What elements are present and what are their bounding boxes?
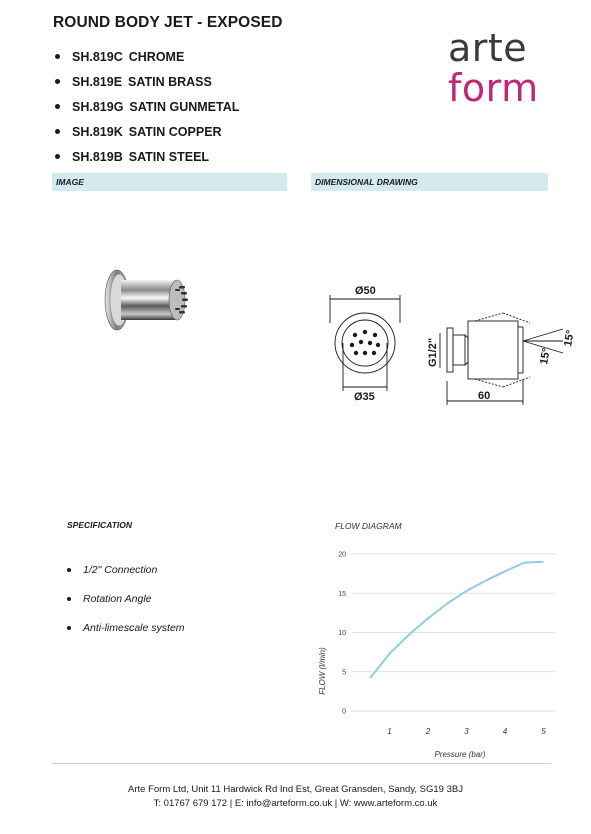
list-item: [67, 555, 185, 584]
bullet-icon: [55, 104, 60, 109]
spec-item: Rotation Angle: [83, 592, 152, 605]
x-axis-label: Pressure (bar): [434, 750, 486, 759]
bullet-icon: [55, 154, 60, 159]
bullet-icon: [55, 79, 60, 84]
diameter-inner-label: Ø35: [354, 391, 375, 403]
bullet-icon: [67, 568, 71, 572]
variant-finish: SATIN STEEL: [128, 149, 210, 164]
list-item: [53, 119, 239, 144]
list-item: [67, 613, 185, 642]
variant-finish: SATIN BRASS: [128, 74, 212, 89]
drawing-section-header: DIMENSIONAL DRAWING: [311, 173, 548, 191]
y-tick-label: 0: [342, 708, 346, 716]
flow-series-line: [370, 562, 543, 678]
y-tick-label: 20: [338, 551, 346, 559]
x-tick-label: 4: [502, 727, 508, 736]
y-tick-label: 15: [338, 590, 346, 598]
length-label: 60: [478, 390, 491, 402]
y-axis-label: FLOW (l/min): [318, 647, 327, 695]
bullet-icon: [55, 54, 60, 59]
x-tick-label: 2: [425, 727, 431, 736]
variant-code: SH.819K: [72, 124, 123, 139]
image-section-header: IMAGE: [52, 173, 287, 191]
list-item: [53, 94, 239, 119]
page-title: ROUND BODY JET - EXPOSED: [53, 14, 283, 31]
bullet-icon: [67, 626, 71, 630]
logo-line-2: form: [448, 66, 539, 110]
y-tick-label: 10: [338, 630, 346, 637]
flow-chart: [300, 540, 560, 765]
x-tick-label: 1: [387, 727, 392, 736]
variant-finish: SATIN GUNMETAL: [129, 99, 240, 114]
specification-list: [67, 555, 185, 642]
specification-heading: SPECIFICATION: [67, 520, 133, 530]
list-item: [53, 69, 239, 94]
footer-address: Arte Form Ltd, Unit 11 Hardwick Rd Ind Est, Great Gransden, Sandy, SG19 3BJ: [128, 784, 463, 795]
flow-heading: FLOW DIAGRAM: [335, 521, 402, 531]
variant-code: SH.819C: [72, 49, 123, 64]
variant-code: SH.819G: [72, 99, 124, 114]
variant-finish: SATIN COPPER: [128, 124, 222, 139]
variant-finish: CHROME: [128, 49, 185, 64]
spec-item: Anti-limescale system: [83, 621, 185, 634]
y-tick-label: 5: [342, 669, 346, 677]
footer-contact: T: 01767 679 172 | E: info@arteform.co.uk | W: www.arteform.co.uk: [153, 798, 438, 809]
angle-bottom-label: 15°: [538, 347, 553, 366]
x-tick-label: 3: [464, 727, 469, 736]
footer-divider: [52, 763, 551, 764]
spec-item: 1/2" Connection: [83, 563, 158, 576]
diameter-outer-label: Ø50: [355, 285, 376, 297]
thread-label: G1/2": [427, 337, 439, 367]
variant-code: SH.819B: [72, 149, 123, 164]
list-item: [53, 44, 239, 69]
x-tick-label: 5: [541, 727, 546, 736]
variant-code: SH.819E: [72, 74, 123, 89]
variant-list: [53, 44, 239, 169]
angle-top-label: 15°: [562, 329, 577, 348]
bullet-icon: [55, 129, 60, 134]
list-item: [67, 584, 185, 613]
product-image: [95, 262, 205, 337]
dimensional-drawing: [325, 283, 575, 408]
logo-line-1: arte: [448, 26, 528, 70]
bullet-icon: [67, 597, 71, 601]
list-item: [53, 144, 239, 169]
brand-logo: [448, 28, 539, 108]
